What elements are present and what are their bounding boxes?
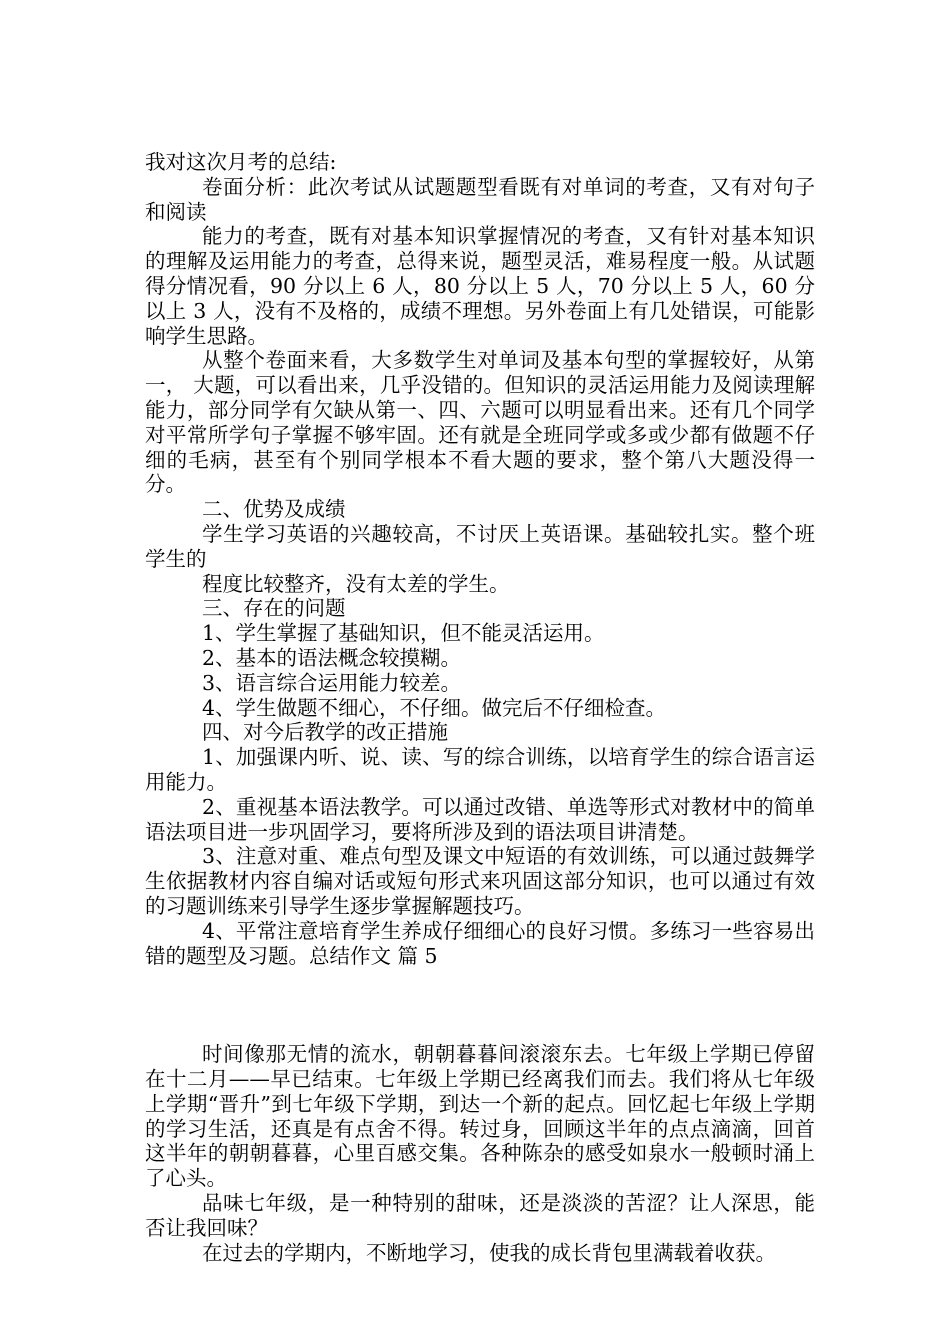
summary-heading: 我对这次月考的总结: xyxy=(145,150,337,174)
section-heading-strengths: 二、优势及成绩 xyxy=(202,497,346,522)
problem-item-2: 2、基本的语法概念较摸糊。 xyxy=(202,645,462,670)
measure-item-3: 3、注意对重、难点句型及课文中短语的有效训练，可以通过鼓舞学生依据教材内容自编对话或短句形式来巩固这部分知识，也可以通过有效的习题训练来引导学生逐步掌握解题技巧。 xyxy=(145,844,815,918)
document-body xyxy=(145,150,815,1265)
section-heading-measures: 四、对今后教学的改正措施 xyxy=(202,720,448,745)
problem-item-3: 3、语言综合运用能力较差。 xyxy=(202,670,462,695)
measure-item-2: 2、重视基本语法教学。可以通过改错、单选等形式对教材中的简单语法项目进一步巩固学习，要将所涉及到的语法项目讲清楚。 xyxy=(145,794,815,844)
problem-item-4: 4、学生做题不细心，不仔细。做完后不仔细检查。 xyxy=(202,695,667,720)
measure-item-1: 1、加强课内听、说、读、写的综合训练，以培育学生的综合语言运用能力。 xyxy=(145,745,815,794)
measure-item-4: 4、平常注意培育学生养成仔细细心的良好习惯。多练习一些容易出错的题型及习题。总结作文 篇 5 xyxy=(145,918,815,968)
essay-paragraph-3: 在过去的学期内，不断地学习，使我的成长背包里满载着收获。 xyxy=(202,1240,776,1265)
overall-paper-paragraph: 从整个卷面来看，大多数学生对单词及基本句型的掌握较好，从第一， 大题，可以看出来，几乎没错的。但知识的灵活运用能力及阅读理解能力，部分同学有欠缺从第一、四、六题可以明显看出来。还有几个同学对平常所学句子掌握不够牢固。还有就是全班同学或多或少都有做题不仔细的毛病，甚至有个别同学根本不看大题的要求，整个第八大题没得一分。 xyxy=(145,348,815,497)
strengths-paragraph: 学生学习英语的兴趣较高，不讨厌上英语课。基础较扎实。整个班学生的 xyxy=(145,521,815,571)
section-heading-problems: 三、存在的问题 xyxy=(202,596,346,621)
paragraph-gap xyxy=(145,968,815,1042)
paper-analysis-paragraph: 卷面分析：此次考试从试题题型看既有对单词的考查，又有对句子和阅读 xyxy=(145,174,815,224)
ability-assessment-paragraph: 能力的考查，既有对基本知识掌握情况的考查，又有针对基本知识的理解及运用能力的考查，总得来说，题型灵活，难易程度一般。从试题得分情况看，90 分以上 6 人，80 分以上 5 人，70 分以上 5 人，60 分以上 3 人，没有不及格的，成绩不理想。另外卷面上有几处错误，可能影响学生思路。 xyxy=(145,224,815,348)
essay-paragraph-2: 品味七年级，是一种特别的甜味，还是淡淡的苦涩？让人深思，能否让我回味？ xyxy=(145,1191,815,1240)
essay-paragraph-1: 时间像那无情的流水，朝朝暮暮间滚滚东去。七年级上学期已停留在十二月——早已结束。七年级上学期已经离我们而去。我们将从七年级上学期“晋升”到七年级下学期，到达一个新的起点。回忆起七年级上学期的学习生活，还真是有点舍不得。转过身，回顾这半年的点点滴滴，回首这半年的朝朝暮暮，心里百感交集。各种陈杂的感受如泉水一般顿时涌上了心头。 xyxy=(145,1042,815,1191)
strengths-continuation: 程度比较整齐，没有太差的学生。 xyxy=(202,571,510,596)
problem-item-1: 1、学生掌握了基础知识，但不能灵活运用。 xyxy=(202,621,605,646)
